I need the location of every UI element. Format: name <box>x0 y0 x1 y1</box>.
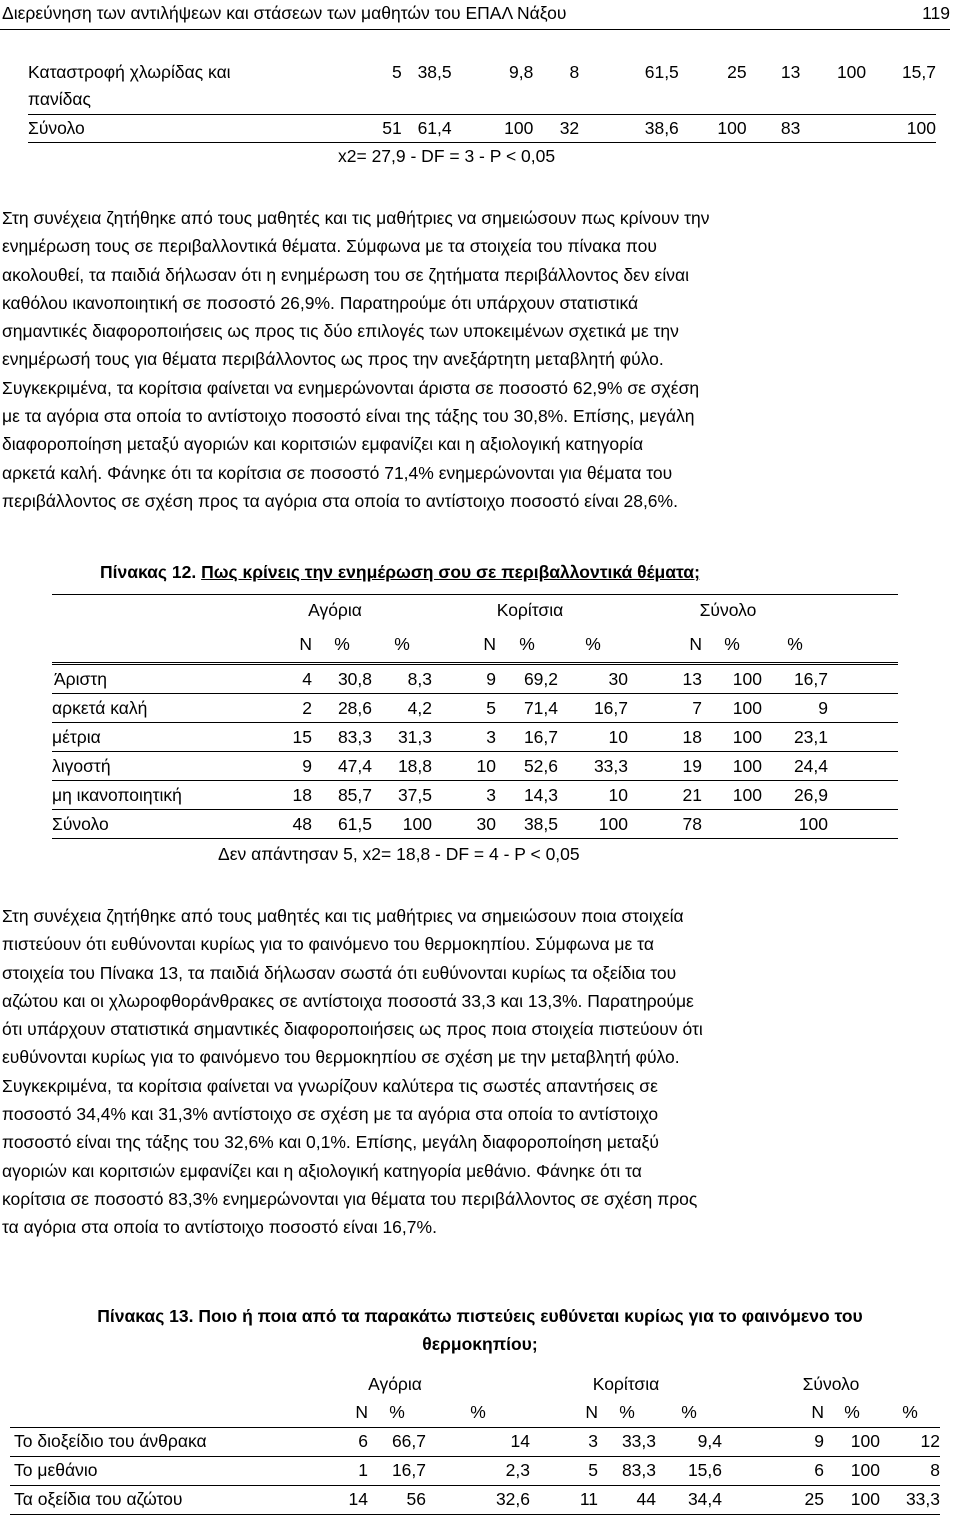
cell: 38,6 <box>579 114 679 142</box>
cell: 83 <box>747 114 801 142</box>
cell: 8 <box>569 61 580 82</box>
cell: 19 <box>628 752 702 781</box>
caption-number: Πίνακας 13. <box>97 1306 194 1326</box>
cell <box>702 810 762 839</box>
column-header: % <box>312 627 372 663</box>
cell: 28,6 <box>312 694 372 723</box>
table-group-header-row <box>10 1370 940 1399</box>
cell: 10 <box>558 781 628 810</box>
cell: 10 <box>432 752 496 781</box>
row-label: μη ικανοποιητική <box>52 781 238 810</box>
cell: 3 <box>432 723 496 752</box>
cell: 4,2 <box>372 694 432 723</box>
text-line: με τα αγόρια στα οποία το αντίστοιχο ποσοστό είναι της τάξης του 30,8%. Επίσης, μεγάλη <box>2 406 695 427</box>
table-group-header-row <box>52 595 898 627</box>
column-header: Ν <box>238 627 312 663</box>
cell: 56 <box>368 1485 426 1514</box>
table-row <box>52 694 898 723</box>
table-row <box>10 1427 940 1456</box>
cell: 5 <box>432 694 496 723</box>
cell: 7 <box>628 694 702 723</box>
cell: 13 <box>780 61 801 82</box>
cell: 31,3 <box>372 723 432 752</box>
row-label-continued: πανίδας <box>28 86 231 114</box>
cell: 83,3 <box>312 723 372 752</box>
group-header: Κορίτσια <box>432 595 628 627</box>
column-header: % <box>368 1399 426 1427</box>
cell: 6 <box>722 1456 824 1485</box>
text-line: τα αγόρια στα οποία το αντίστοιχο ποσοστό είναι 16,7%. <box>2 1217 437 1238</box>
cell: 100 <box>824 1456 880 1485</box>
cell: 9 <box>762 694 828 723</box>
text-line: Στη συνέχεια ζητήθηκε από τους μαθητές και τις μαθήτριες να σημειώσουν ποια στοιχεία <box>2 906 684 926</box>
cell: 25 <box>727 61 747 82</box>
cell: 23,1 <box>762 723 828 752</box>
cell: 16,7 <box>496 723 558 752</box>
cell: 3 <box>530 1427 598 1456</box>
group-header: Κορίτσια <box>592 1374 660 1394</box>
column-header: Ν <box>530 1399 598 1427</box>
column-header: % <box>426 1399 530 1427</box>
cell: 30 <box>432 810 496 839</box>
text-line: καθόλου ικανοποιητική σε ποσοστό 26,9%. Παρατηρούμε ότι υπάρχουν στατιστικά <box>2 292 639 313</box>
table-row <box>52 810 898 839</box>
cell: 100 <box>702 665 762 694</box>
cell: 100 <box>372 810 432 839</box>
row-label: Το μεθάνιο <box>10 1456 260 1485</box>
row-label: Άριστη <box>52 665 238 694</box>
cell: 61,5 <box>312 810 372 839</box>
cell: 100 <box>702 723 762 752</box>
cell: 15,6 <box>656 1456 722 1485</box>
table-row <box>52 752 898 781</box>
header-rule <box>0 29 950 30</box>
cell: 18,8 <box>372 752 432 781</box>
cell: 100 <box>824 1427 880 1456</box>
cell: 71,4 <box>496 694 558 723</box>
table-row <box>28 58 936 86</box>
text-line: πιστεύουν ότι ευθύνονται κυρίως για το φαινόμενο του θερμοκηπίου. Σύμφωνα με τα <box>2 934 654 955</box>
cell: 48 <box>238 810 312 839</box>
row-label: μέτρια <box>52 723 238 752</box>
cell: 4 <box>238 665 312 694</box>
column-header: % <box>558 627 628 663</box>
cell: 14,3 <box>496 781 558 810</box>
text-line: διαφοροποίηση μεταξύ αγοριών και κοριτσιών εμφανίζει και η αξιολογική κατηγορία <box>2 434 644 455</box>
table-12-note: Δεν απάντησαν 5, x2= 18,8 - DF = 4 - P < 0,05 <box>218 844 580 864</box>
running-header <box>0 0 950 30</box>
row-label: Σύνολο <box>52 810 238 839</box>
cell: 100 <box>452 114 534 142</box>
cell: 33,3 <box>598 1427 656 1456</box>
table-13-caption <box>24 1302 936 1358</box>
cell: 33,3 <box>880 1485 940 1514</box>
text-line: ευθύνονται κυρίως για το φαινόμενο του θερμοκηπίου σε σχέση με την μεταβλητή φύλο. <box>2 1047 680 1068</box>
cell: 61,4 <box>402 114 452 142</box>
cell: 33,3 <box>558 752 628 781</box>
text-line: κορίτσια σε ποσοστό 83,3% ενημερώνονται για θέματα του περιβάλλοντος σε σχέση προς <box>2 1188 698 1209</box>
row-label: αρκετά καλή <box>52 694 238 723</box>
cell: 61,5 <box>644 61 679 82</box>
text-line: Στη συνέχεια ζητήθηκε από τους μαθητές και τις μαθήτριες να σημειώσουν πως κρίνουν την <box>2 208 710 228</box>
text-line: αρκετά καλή. Φάνηκε ότι τα κορίτσια σε ποσοστό 71,4% ενημερώνονται για θέματα του <box>2 462 673 483</box>
cell: 85,7 <box>312 781 372 810</box>
cell: 24,4 <box>762 752 828 781</box>
cell: 14 <box>426 1427 530 1456</box>
column-header: Ν <box>722 1399 824 1427</box>
row-label: Σύνολο <box>28 114 231 142</box>
header-title: Διερεύνηση των αντιλήψεων και στάσεων των μαθητών του ΕΠΑΛ Νάξου <box>2 3 567 23</box>
text-line: αγοριών και κοριτσιών εμφανίζει και η αξιολογική κατηγορία μεθάνιο. Φάνηκε ότι τα <box>2 1160 642 1181</box>
text-line: αζώτου και οι χλωροφθοράνθρακες σε αντίστοιχα ποσοστά 33,3 και 13,3%. Παρατηρούμε <box>2 990 694 1011</box>
cell: 13 <box>628 665 702 694</box>
cell: 1 <box>260 1456 368 1485</box>
cell: 11 <box>530 1485 598 1514</box>
cell: 100 <box>824 1485 880 1514</box>
cell <box>800 114 866 142</box>
text-line: ενημέρωσή τους για θέματα περιβάλλοντος ως προς την ανεξάρτητη μεταβλητή φύλο. <box>2 349 664 370</box>
cell: 21 <box>628 781 702 810</box>
text-line: περιβάλλοντος σε σχέση προς τα αγόρια στα οποία το αντίστοιχο ποσοστό είναι 28,6%. <box>2 490 678 511</box>
cell: 44 <box>598 1485 656 1514</box>
column-header: Ν <box>628 627 702 663</box>
row-label: λιγοστή <box>52 752 238 781</box>
text-line: ποσοστό είναι της τάξης του 32,6% και 0,1%. Επίσης, μεγάλη διαφοροποίηση μεταξύ <box>2 1132 659 1153</box>
text-line: ακολουθεί, τα παιδιά δήλωσαν ότι η ενημέρωση του σε ζητήματα περιβάλλοντος δεν είναι <box>2 264 689 285</box>
text-line: ποσοστό 34,4% και 31,3% αντίστοιχο σε σχέση με τα αγόρια στα οποία το αντίστοιχο <box>2 1104 659 1125</box>
column-header: % <box>372 627 432 663</box>
cell: 25 <box>722 1485 824 1514</box>
cell: 30,8 <box>312 665 372 694</box>
cell: 16,7 <box>558 694 628 723</box>
cell: 34,4 <box>656 1485 722 1514</box>
cell: 2,3 <box>426 1456 530 1485</box>
cell: 100 <box>702 781 762 810</box>
caption-number: Πίνακας 12. <box>100 562 197 582</box>
table-row <box>52 665 898 694</box>
cell: 47,4 <box>312 752 372 781</box>
cell: 100 <box>702 694 762 723</box>
text-line: σημαντικές διαφοροποιήσεις ως προς τις δύο επιλογές των υποκειμένων σχετικά με την <box>2 321 679 342</box>
table-row <box>52 723 898 752</box>
group-header: Σύνολο <box>802 1374 860 1394</box>
table-subheader-row <box>52 627 898 663</box>
text-line: Συγκεκριμένα, τα κορίτσια φαίνεται να ενημερώνονται άριστα σε ποσοστό 62,9% σε σχέση <box>2 377 700 398</box>
cell: 83,3 <box>598 1456 656 1485</box>
caption-text-continued: θερμοκηπίου; <box>422 1334 538 1354</box>
cell: 9 <box>238 752 312 781</box>
table-top-continuation <box>28 58 936 143</box>
row-label: Καταστροφή χλωρίδας και <box>28 61 231 82</box>
cell: 2 <box>238 694 312 723</box>
group-header: Αγόρια <box>368 1374 422 1394</box>
cell: 5 <box>530 1456 598 1485</box>
column-header: Ν <box>432 627 496 663</box>
column-header: Ν <box>260 1399 368 1427</box>
cell: 15 <box>238 723 312 752</box>
cell: 16,7 <box>762 665 828 694</box>
table-12-body <box>52 664 898 839</box>
cell: 52,6 <box>496 752 558 781</box>
caption-text: Πως κρίνεις την ενημέρωση σου σε περιβαλλοντικά θέματα; <box>201 562 700 582</box>
cell: 30 <box>558 665 628 694</box>
row-label: Το διοξείδιο του άνθρακα <box>10 1427 260 1456</box>
cell: 9 <box>432 665 496 694</box>
table-row <box>10 1485 940 1514</box>
cell: 100 <box>762 810 828 839</box>
paragraph-2 <box>2 902 950 1242</box>
table-row <box>28 114 936 142</box>
cell: 32,6 <box>426 1485 530 1514</box>
table-row <box>10 1456 940 1485</box>
chi-square-note-top: x2= 27,9 - DF = 3 - P < 0,05 <box>338 146 556 166</box>
text-line: ενημέρωση τους σε περιβαλλοντικά θέματα. Σύμφωνα με τα στοιχεία του πίνακα που <box>2 236 657 257</box>
table-12-caption <box>100 562 700 583</box>
table-13 <box>10 1370 940 1515</box>
cell: 3 <box>432 781 496 810</box>
column-header: % <box>702 627 762 663</box>
cell: 38,5 <box>496 810 558 839</box>
cell: 69,2 <box>496 665 558 694</box>
cell: 15,7 <box>901 61 936 82</box>
cell: 100 <box>866 114 936 142</box>
cell: 100 <box>679 114 747 142</box>
cell: 78 <box>628 810 702 839</box>
cell: 6 <box>260 1427 368 1456</box>
cell: 32 <box>533 114 579 142</box>
column-header: % <box>598 1399 656 1427</box>
paragraph-1 <box>2 204 950 515</box>
caption-text: Ποιο ή ποια από τα παρακάτω πιστεύεις ευθύνεται κυρίως για το φαινόμενο του <box>198 1306 863 1326</box>
cell: 51 <box>231 114 402 142</box>
cell: 14 <box>260 1485 368 1514</box>
group-header: Αγόρια <box>238 595 432 627</box>
group-header: Σύνολο <box>628 595 828 627</box>
table-subheader-row <box>10 1399 940 1427</box>
cell: 100 <box>702 752 762 781</box>
cell: 9 <box>722 1427 824 1456</box>
cell: 100 <box>836 61 867 82</box>
text-line: ότι υπάρχουν στατιστικά σημαντικές διαφοροποιήσεις ως προς ποια στοιχεία πιστεύουν ότι <box>2 1019 703 1040</box>
table-row <box>52 781 898 810</box>
cell: 10 <box>558 723 628 752</box>
table-row <box>28 86 936 114</box>
cell: 38,5 <box>417 61 452 82</box>
cell: 9,8 <box>509 61 534 82</box>
cell: 26,9 <box>762 781 828 810</box>
column-header: % <box>880 1399 940 1427</box>
cell: 37,5 <box>372 781 432 810</box>
text-line: Συγκεκριμένα, τα κορίτσια φαίνεται να γνωρίζουν καλύτερα τις σωστές απαντήσεις σε <box>2 1075 658 1096</box>
cell: 100 <box>558 810 628 839</box>
column-header: % <box>824 1399 880 1427</box>
page-number: 119 <box>922 3 950 23</box>
cell: 18 <box>628 723 702 752</box>
column-header: % <box>496 627 558 663</box>
text-line: στοιχεία του Πίνακα 13, τα παιδιά δήλωσαν σωστά ότι ευθύνονται κυρίως τα οξείδια του <box>2 962 677 983</box>
cell: 8 <box>880 1456 940 1485</box>
cell: 5 <box>391 61 402 82</box>
cell: 66,7 <box>368 1427 426 1456</box>
column-header: % <box>762 627 828 663</box>
row-label: Τα οξείδια του αζώτου <box>10 1485 260 1514</box>
cell: 9,4 <box>656 1427 722 1456</box>
cell: 18 <box>238 781 312 810</box>
cell: 8,3 <box>372 665 432 694</box>
cell: 16,7 <box>368 1456 426 1485</box>
column-header: % <box>656 1399 722 1427</box>
table-12 <box>52 594 898 673</box>
cell: 12 <box>880 1427 940 1456</box>
